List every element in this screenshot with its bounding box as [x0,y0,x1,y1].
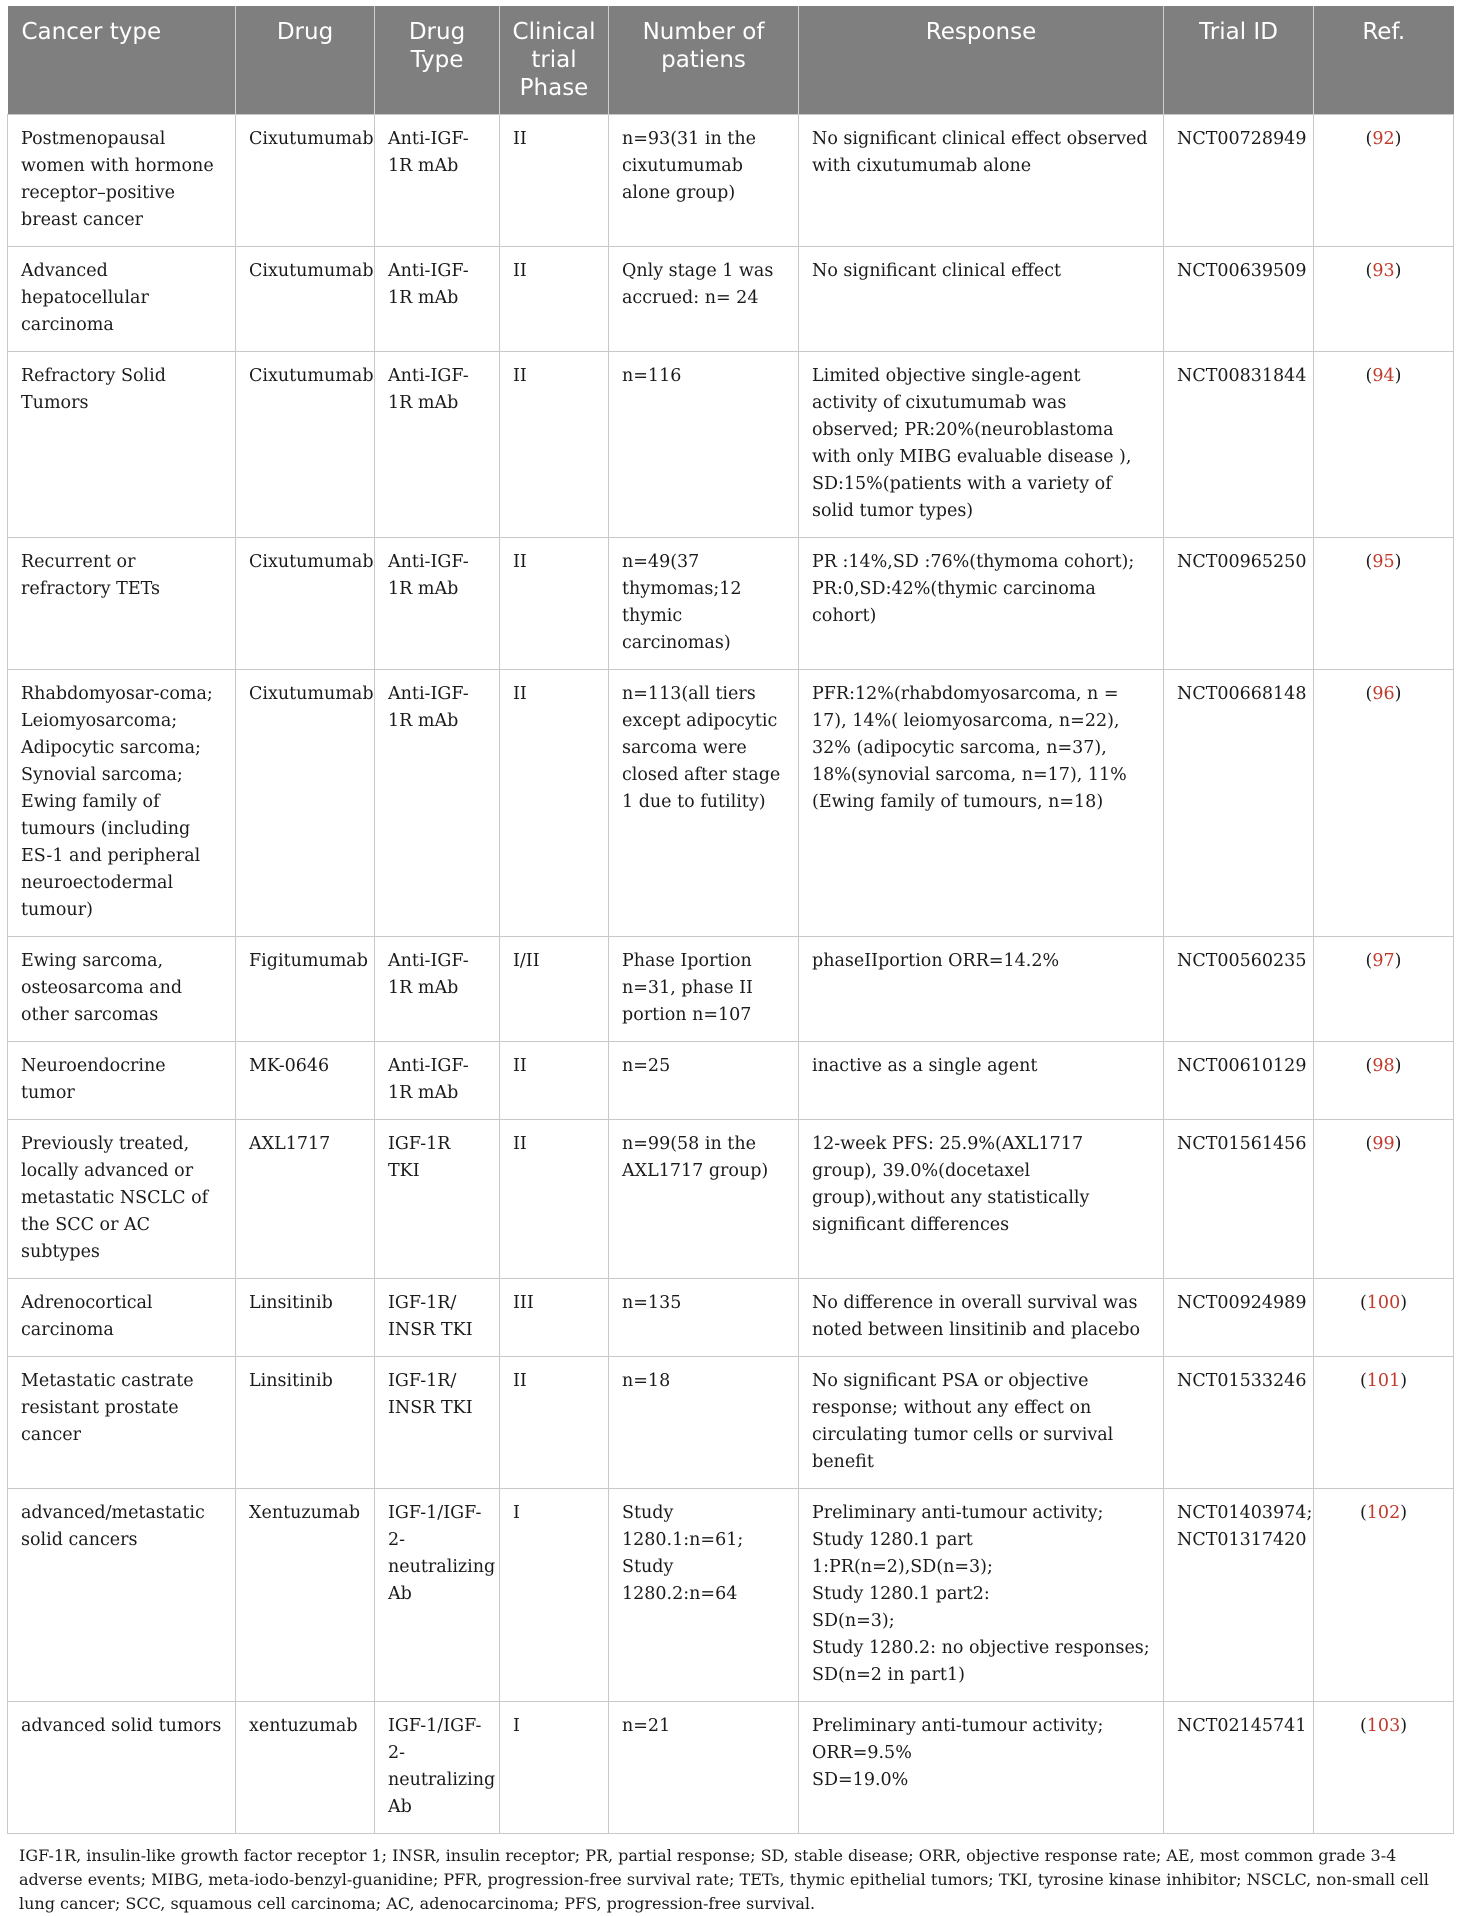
cell-trial-id: NCT00965250 [1164,538,1314,670]
clinical-trials-table [7,6,1454,1834]
cell-ref: (96) [1314,670,1454,937]
cell-response: inactive as a single agent [799,1042,1164,1120]
table-row [8,1120,1454,1279]
cell-patients: Phase Iportion n=31, phase II portion n=107 [609,937,799,1042]
table-header-row [8,6,1454,115]
table-row [8,1702,1454,1834]
cell-response: No significant clinical effect observed with cixutumumab alone [799,115,1164,247]
cell-drug: AXL1717 [236,1120,375,1279]
table-row [8,115,1454,247]
cell-cancer-type: Refractory Solid Tumors [8,352,236,538]
cell-patients: n=116 [609,352,799,538]
cell-patients: n=25 [609,1042,799,1120]
cell-drug-type: Anti-IGF-1R mAb [375,937,500,1042]
cell-drug-type: IGF-1/IGF-2-neutralizing Ab [375,1489,500,1702]
header-drug: Drug [236,6,375,115]
cell-cancer-type: Metastatic castrate resistant prostate cancer [8,1357,236,1489]
reference-link[interactable]: 103 [1366,1716,1401,1736]
cell-phase: II [500,670,609,937]
cell-patients: n=49(37 thymomas;12 thymic carcinomas) [609,538,799,670]
cell-drug: Linsitinib [236,1357,375,1489]
cell-drug: Cixutumumab [236,670,375,937]
cell-patients: n=21 [609,1702,799,1834]
cell-cancer-type: Postmenopausal women with hormone receptor–positive breast cancer [8,115,236,247]
cell-response: Preliminary anti-tumour activity; Study 1280.1 part 1:PR(n=2),SD(n=3); Study 1280.1 part2: SD(n=3); Study 1280.2: no objective responses; SD(n=2 in part1) [799,1489,1164,1702]
cell-patients: Qnly stage 1 was accrued: n= 24 [609,247,799,352]
header-ref: Ref. [1314,6,1454,115]
cell-response: No significant PSA or objective response; without any effect on circulating tumor cells or survival benefit [799,1357,1164,1489]
table-row [8,1357,1454,1489]
cell-cancer-type: Ewing sarcoma, osteosarcoma and other sarcomas [8,937,236,1042]
reference-link[interactable]: 97 [1372,951,1395,971]
header-cancer-type: Cancer type [8,6,236,115]
cell-phase: I/II [500,937,609,1042]
cell-trial-id: NCT00668148 [1164,670,1314,937]
cell-cancer-type: Recurrent or refractory TETs [8,538,236,670]
cell-ref: (94) [1314,352,1454,538]
cell-patients: n=113(all tiers except adipocytic sarcoma were closed after stage 1 due to futility) [609,670,799,937]
reference-link[interactable]: 92 [1372,129,1395,149]
cell-ref: (102) [1314,1489,1454,1702]
cell-response: No difference in overall survival was noted between linsitinib and placebo [799,1279,1164,1357]
reference-link[interactable]: 95 [1372,552,1395,572]
cell-ref: (99) [1314,1120,1454,1279]
table-row [8,538,1454,670]
cell-response: PR :14%,SD :76%(thymoma cohort); PR:0,SD:42%(thymic carcinoma cohort) [799,538,1164,670]
table-row [8,1042,1454,1120]
reference-link[interactable]: 100 [1366,1293,1401,1313]
cell-drug-type: Anti-IGF-1R mAb [375,1042,500,1120]
cell-trial-id: NCT00639509 [1164,247,1314,352]
cell-response: Limited objective single-agent activity of cixutumumab was observed; PR:20%(neuroblastoma with only MIBG evaluable disease ), SD:15%(patients with a variety of solid tumor types) [799,352,1164,538]
cell-drug: xentuzumab [236,1702,375,1834]
cell-trial-id: NCT01561456 [1164,1120,1314,1279]
reference-link[interactable]: 98 [1372,1056,1395,1076]
cell-cancer-type: advanced solid tumors [8,1702,236,1834]
header-number-of-patients: Number of patiens [609,6,799,115]
cell-drug: Cixutumumab [236,352,375,538]
cell-ref: (101) [1314,1357,1454,1489]
table-row [8,247,1454,352]
trials-table-container [7,6,1453,1916]
cell-drug: Xentuzumab [236,1489,375,1702]
cell-drug: Linsitinib [236,1279,375,1357]
cell-trial-id: NCT00924989 [1164,1279,1314,1357]
cell-response: No significant clinical effect [799,247,1164,352]
header-clinical-trial-phase: Clinical trial Phase [500,6,609,115]
cell-drug-type: IGF-1/IGF-2-neutralizing Ab [375,1702,500,1834]
reference-link[interactable]: 93 [1372,261,1395,281]
reference-link[interactable]: 101 [1366,1371,1401,1391]
cell-phase: II [500,538,609,670]
cell-cancer-type: Rhabdomyosar-coma; Leiomyosarcoma; Adipocytic sarcoma; Synovial sarcoma; Ewing family of tumours (including ES-1 and peripheral neuroectodermal tumour) [8,670,236,937]
cell-drug: Cixutumumab [236,115,375,247]
cell-ref: (100) [1314,1279,1454,1357]
cell-ref: (98) [1314,1042,1454,1120]
cell-cancer-type: advanced/metastatic solid cancers [8,1489,236,1702]
header-response: Response [799,6,1164,115]
cell-drug-type: Anti-IGF-1R mAb [375,247,500,352]
cell-response: Preliminary anti-tumour activity; ORR=9.5% SD=19.0% [799,1702,1164,1834]
cell-drug: Figitumumab [236,937,375,1042]
cell-drug: Cixutumumab [236,247,375,352]
cell-response: 12-week PFS: 25.9%(AXL1717 group), 39.0%(docetaxel group),without any statistically significant differences [799,1120,1164,1279]
cell-drug: Cixutumumab [236,538,375,670]
header-trial-id: Trial ID [1164,6,1314,115]
cell-phase: I [500,1702,609,1834]
cell-ref: (93) [1314,247,1454,352]
cell-cancer-type: Adrenocortical carcinoma [8,1279,236,1357]
cell-phase: II [500,1120,609,1279]
reference-link[interactable]: 99 [1372,1134,1395,1154]
cell-drug-type: Anti-IGF-1R mAb [375,115,500,247]
cell-phase: II [500,247,609,352]
cell-phase: II [500,115,609,247]
reference-link[interactable]: 96 [1372,684,1395,704]
table-row [8,352,1454,538]
cell-phase: II [500,352,609,538]
cell-response: phaseIIportion ORR=14.2% [799,937,1164,1042]
cell-cancer-type: Advanced hepatocellular carcinoma [8,247,236,352]
table-row [8,1489,1454,1702]
cell-response: PFR:12%(rhabdomyosarcoma, n = 17), 14%( leiomyosarcoma, n=22), 32% (adipocytic sarcoma, n=37), 18%(synovial sarcoma, n=17), 11%(Ewing family of tumours, n=18) [799,670,1164,937]
cell-ref: (92) [1314,115,1454,247]
cell-trial-id: NCT00831844 [1164,352,1314,538]
header-drug-type: Drug Type [375,6,500,115]
cell-trial-id: NCT02145741 [1164,1702,1314,1834]
cell-drug-type: Anti-IGF-1R mAb [375,670,500,937]
cell-patients: Study 1280.1:n=61; Study 1280.2:n=64 [609,1489,799,1702]
cell-drug-type: IGF-1R/ INSR TKI [375,1357,500,1489]
cell-cancer-type: Previously treated, locally advanced or metastatic NSCLC of the SCC or AC subtypes [8,1120,236,1279]
cell-trial-id: NCT00610129 [1164,1042,1314,1120]
cell-drug-type: Anti-IGF-1R mAb [375,538,500,670]
cell-trial-id: NCT01403974; NCT01317420 [1164,1489,1314,1702]
cell-ref: (97) [1314,937,1454,1042]
reference-link[interactable]: 94 [1372,366,1395,386]
cell-phase: II [500,1357,609,1489]
cell-trial-id: NCT01533246 [1164,1357,1314,1489]
cell-phase: I [500,1489,609,1702]
cell-trial-id: NCT00728949 [1164,115,1314,247]
table-row [8,937,1454,1042]
reference-link[interactable]: 102 [1366,1503,1401,1523]
table-footnote: IGF-1R, insulin-like growth factor receptor 1; INSR, insulin receptor; PR, partial response; SD, stable disease; ORR, objective response rate; AE, most common grade 3-4 adverse events; MIBG, meta-iodo-benzyl-guanidine; PFR, progression-free survival rate; TETs, thymic epithelial tumors; TKI, tyrosine kinase inhibitor; NSCLC, non-small cell lung cancer; SCC, squamous cell carcinoma; AC, adenocarcinoma; PFS, progression-free survival. [19,1846,1429,1913]
cell-drug: MK-0646 [236,1042,375,1120]
cell-drug-type: IGF-1R/ INSR TKI [375,1279,500,1357]
table-row [8,670,1454,937]
cell-ref: (103) [1314,1702,1454,1834]
table-row [8,1279,1454,1357]
cell-patients: n=99(58 in the AXL1717 group) [609,1120,799,1279]
table-body [8,115,1454,1834]
cell-cancer-type: Neuroendocrine tumor [8,1042,236,1120]
cell-phase: III [500,1279,609,1357]
cell-patients: n=135 [609,1279,799,1357]
cell-drug-type: Anti-IGF-1R mAb [375,352,500,538]
cell-patients: n=18 [609,1357,799,1489]
cell-drug-type: IGF-1R TKI [375,1120,500,1279]
cell-patients: n=93(31 in the cixutumumab alone group) [609,115,799,247]
cell-ref: (95) [1314,538,1454,670]
cell-phase: II [500,1042,609,1120]
cell-trial-id: NCT00560235 [1164,937,1314,1042]
